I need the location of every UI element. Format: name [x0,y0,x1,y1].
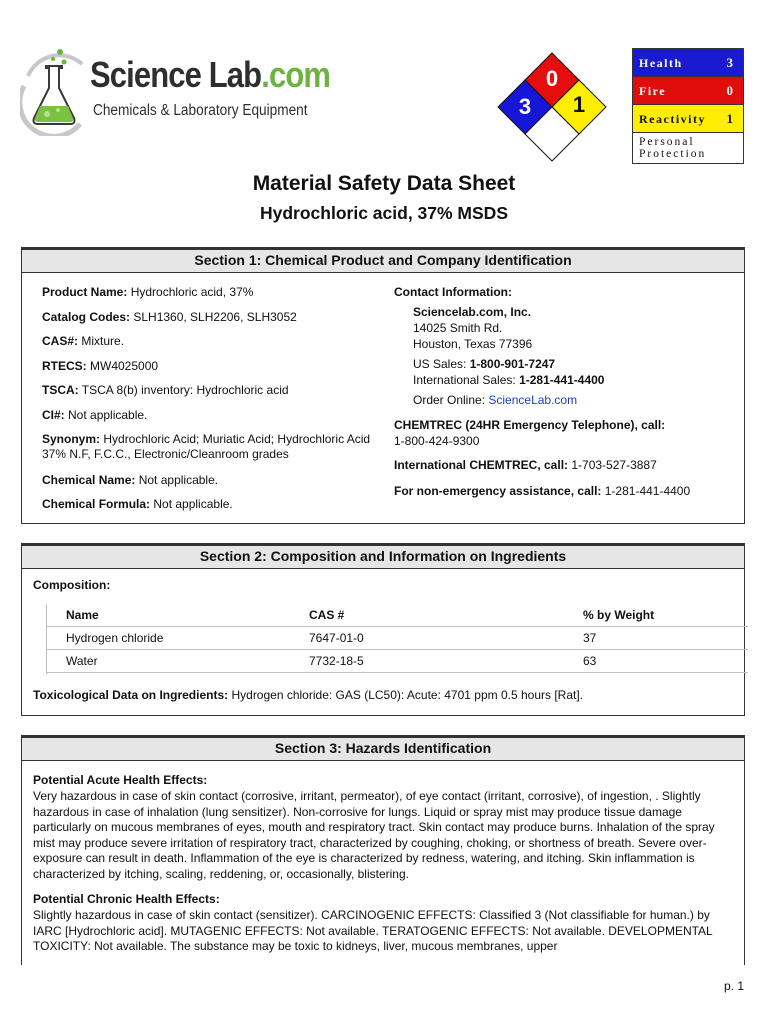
chemical-name-field: Chemical Name: Not applicable. [42,473,219,487]
section-2-composition [21,543,745,716]
section-1-heading: Section 1: Chemical Product and Company Identification [22,248,744,273]
chemtrec-label: CHEMTREC (24HR Emergency Telephone), call: [394,418,666,432]
toxicological-data: Toxicological Data on Ingredients: Hydrogen chloride: GAS (LC50): Acute: 4701 ppm 0.5 hours [Rat]. [33,688,583,702]
chemical-formula-field: Chemical Formula: Not applicable. [42,497,233,511]
flask-icon [20,46,90,136]
table-row: Hydrogen chloride 7647-01-0 37 [46,627,748,650]
chronic-effects-text: Slightly hazardous in case of skin contact (sensitizer). CARCINOGENIC EFFECTS: Classified 3 (Not classifiable for human.) by IARC [Hydrochloric acid]. MUTAGENIC EFFECTS: Not available. TERATOGENIC EFFECTS: Not available. DEVELOPMENTAL TOXICITY: Not available. The substance may be toxic to kidneys, liver, mucous membranes, upper [33,908,713,954]
chronic-effects-label: Potential Chronic Health Effects: [33,892,220,906]
nfpa-fire-rating: 0 [545,66,559,91]
hmis-label [632,48,744,164]
us-sales-line: US Sales: 1-800-901-7247 [413,357,556,371]
acute-effects-label: Potential Acute Health Effects: [33,773,208,787]
sciencelab-logo [20,46,331,136]
product-name-field: Product Name: Hydrochloric acid, 37% [42,285,254,299]
column-header-weight: % by Weight [583,608,655,622]
table-row: Water 7732-18-5 63 [46,650,748,673]
table-header-row [46,604,748,627]
contact-info-label: Contact Information: [394,285,512,299]
nfpa-reactivity-rating: 1 [572,92,586,117]
document-title: Material Safety Data Sheet [252,172,516,195]
ci-number-field: CI#: Not applicable. [42,408,148,422]
column-header-name: Name [66,608,99,622]
hmis-health-row: Health 3 [633,49,743,77]
synonym-field: Synonym: Hydrochloric Acid; Muriatic Acid; Hydrochloric Acid 37% N.F, F.C.C., Electronic/Cleanroom grades [42,432,371,461]
nfpa-diamond [497,52,607,162]
logo-tagline: Chemicals & Laboratory Equipment [93,102,308,119]
catalog-codes-field: Catalog Codes: SLH1360, SLH2206, SLH3052 [42,310,297,324]
composition-label: Composition: [33,578,111,592]
cas-number-field: CAS#: Mixture. [42,334,125,348]
rtecs-field: RTECS: MW4025000 [42,359,159,373]
order-online-line: Order Online: ScienceLab.com [413,393,578,407]
section-2-heading: Section 2: Composition and Information on Ingredients [22,544,744,569]
logo-wordmark: Science Lab.com [90,54,331,95]
nfpa-health-rating: 3 [518,94,532,119]
acute-effects-text: Very hazardous in case of skin contact (corrosive, irritant, permeator), of eye contact (irritant, corrosive), of ingestion, . Slightly hazardous in case of inhalation (lung sensitizer). Non-corrosive for lungs. Liquid or spray mist may produce tissue damage particularly on mucous membranes of eyes, mouth and respiratory tract. Skin contact may produce burns. Inhalation of the spray mist may produce severe irritation of respiratory tract, characterized by coughing, choking, or shortness of breath. Severe over-exposure can result in death. Inflammation of the eye is characterized by redness, watering, and itching. Skin inflammation is characterized by itching, scaling, reddening, or, occasionally, blistering. [33,789,715,881]
chemtrec-phone: 1-800-424-9300 [394,434,480,448]
section-3-heading: Section 3: Hazards Identification [22,736,744,761]
hmis-reactivity-row: Reactivity 1 [633,105,743,133]
section-3-hazards [21,735,745,965]
intl-chemtrec-line: International CHEMTREC, call: 1-703-527-3887 [394,458,657,472]
column-header-cas: CAS # [309,608,345,622]
document-subtitle: Hydrochloric acid, 37% MSDS [260,203,508,223]
section-1-identification [21,247,745,524]
sciencelab-link[interactable]: ScienceLab.com [488,393,578,407]
page-number: p. 1 [723,979,744,993]
intl-sales-line: International Sales: 1-281-441-4400 [413,373,605,387]
non-emergency-line: For non-emergency assistance, call: 1-281-441-4400 [394,484,691,498]
hmis-personal-protection-row: Personal Protection [633,133,743,163]
company-address-line2: Houston, Texas 77396 [413,337,533,351]
company-name: Sciencelab.com, Inc. [413,305,532,319]
tsca-field: TSCA: TSCA 8(b) inventory: Hydrochloric acid [42,383,289,397]
hmis-fire-row: Fire 0 [633,77,743,105]
company-address-line1: 14025 Smith Rd. [413,321,503,335]
